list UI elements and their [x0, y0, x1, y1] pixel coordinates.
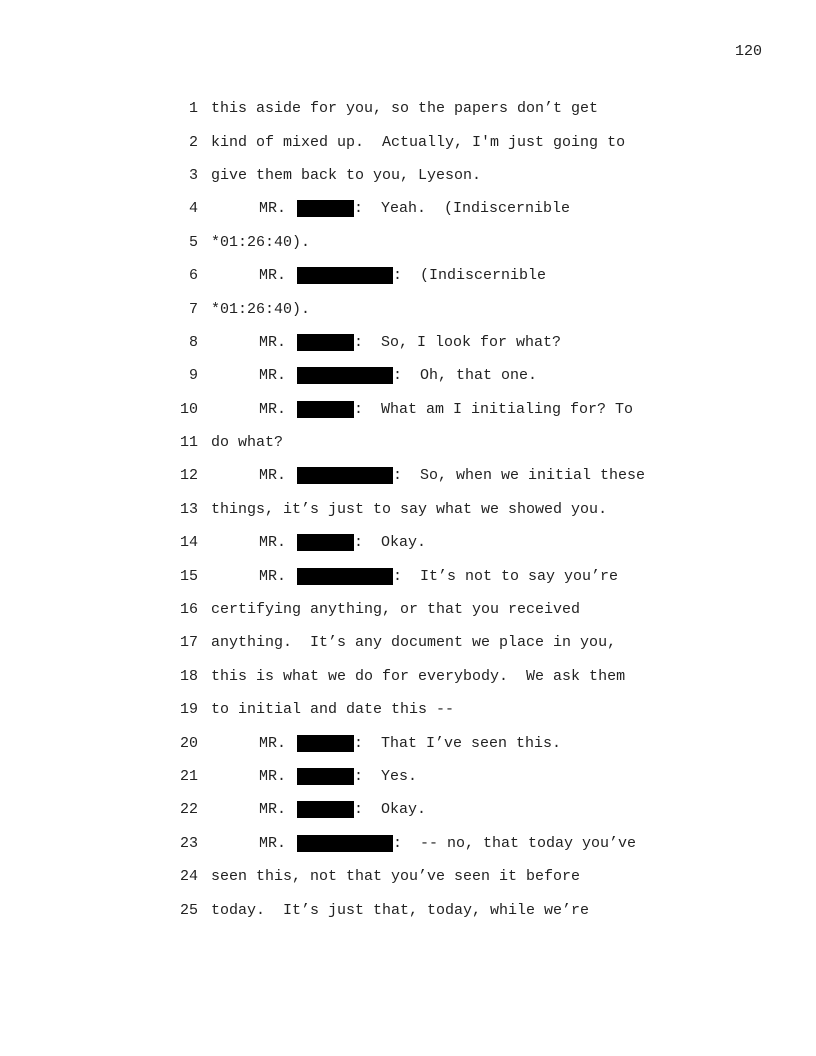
line-number: 11 [179, 434, 198, 452]
transcript-line [168, 626, 788, 659]
line-number: 23 [179, 834, 198, 852]
transcript-line [168, 793, 788, 826]
transcript-line [168, 226, 788, 259]
line-number: 25 [179, 901, 198, 919]
line-text: MR. : What am I initialing for? To [259, 400, 634, 418]
line-number: 20 [179, 734, 198, 752]
line-text: MR. : Oh, that one. [259, 367, 538, 385]
redaction-box [297, 200, 354, 217]
transcript-line [168, 693, 788, 726]
line-text: this aside for you, so the papers don’t get [211, 100, 599, 118]
transcript-line [168, 326, 788, 359]
transcript-line [168, 359, 788, 392]
speaker-label: MR. [259, 400, 287, 418]
line-number: 19 [179, 701, 198, 719]
transcript-line [168, 459, 788, 492]
speaker-label: MR. [259, 834, 287, 852]
redaction-box [297, 367, 393, 384]
line-text: MR. : Yes. [259, 768, 418, 785]
transcript-line [168, 760, 788, 793]
line-number: 17 [179, 634, 198, 652]
line-number: 2 [188, 133, 198, 151]
line-number: 7 [188, 300, 198, 318]
line-text: MR. : Okay. [259, 534, 427, 552]
redaction-box [297, 267, 393, 284]
speaker-label: MR. [259, 467, 287, 485]
transcript-line [168, 159, 788, 192]
transcript-line [168, 660, 788, 693]
transcript-line [168, 559, 788, 592]
line-number: 5 [188, 233, 198, 251]
line-number: 6 [188, 267, 198, 285]
redaction-box [297, 568, 393, 585]
speaker-label: MR. [259, 801, 287, 819]
line-text: this is what we do for everybody. We ask them [211, 667, 626, 685]
line-number: 18 [179, 667, 198, 685]
line-text: give them back to you, Lyeson. [211, 166, 482, 184]
transcript-line [168, 893, 788, 926]
transcript-line [168, 92, 788, 125]
transcript-line [168, 526, 788, 559]
transcript-line [168, 125, 788, 158]
speaker-label: MR. [259, 734, 287, 752]
transcript-line [168, 426, 788, 459]
line-number: 1 [188, 100, 198, 118]
line-number: 8 [188, 333, 198, 351]
line-text: MR. : It’s not to say you’re [259, 567, 619, 585]
line-text: seen this, not that you’ve seen it before [211, 868, 581, 886]
line-number: 13 [179, 500, 198, 518]
line-number: 21 [179, 768, 198, 785]
line-number: 4 [188, 200, 198, 218]
redaction-box [297, 534, 354, 551]
speaker-label: MR. [259, 333, 287, 351]
transcript-line [168, 259, 788, 292]
transcript-line [168, 593, 788, 626]
line-number: 16 [179, 601, 198, 619]
redaction-box [297, 835, 393, 852]
transcript-line [168, 493, 788, 526]
line-number: 10 [179, 400, 198, 418]
line-text: anything. It’s any document we place in you, [211, 634, 617, 652]
speaker-label: MR. [259, 367, 287, 385]
line-text: certifying anything, or that you received [211, 601, 581, 619]
redaction-box [297, 801, 354, 818]
line-number: 15 [179, 567, 198, 585]
transcript-line [168, 292, 788, 325]
line-text: *01:26:40). [211, 300, 311, 318]
speaker-label: MR. [259, 267, 287, 285]
line-number: 9 [188, 367, 198, 385]
speaker-label: MR. [259, 534, 287, 552]
transcript-line [168, 192, 788, 225]
line-text: to initial and date this -- [211, 701, 455, 719]
line-text: MR. : (Indiscernible [259, 267, 547, 285]
line-text: kind of mixed up. Actually, I'm just going to [211, 133, 626, 151]
line-number: 12 [179, 467, 198, 485]
line-text: do what? [211, 434, 284, 452]
speaker-label: MR. [259, 567, 287, 585]
line-text: MR. : Okay. [259, 801, 427, 819]
line-text: things, it’s just to say what we showed you. [211, 500, 608, 518]
page-number: 120 [734, 43, 762, 60]
line-text: MR. : That I’ve seen this. [259, 734, 562, 752]
speaker-label: MR. [259, 768, 287, 785]
transcript-lines [168, 92, 788, 927]
line-text: *01:26:40). [211, 233, 311, 251]
line-number: 3 [188, 166, 198, 184]
line-number: 24 [179, 868, 198, 886]
line-text: MR. : So, I look for what? [259, 333, 562, 351]
redaction-box [297, 334, 354, 351]
transcript-line [168, 827, 788, 860]
redaction-box [297, 735, 354, 752]
redaction-box [297, 768, 354, 785]
speaker-label: MR. [259, 200, 287, 218]
transcript-line [168, 860, 788, 893]
line-text: MR. : -- no, that today you’ve [259, 834, 637, 852]
redaction-box [297, 467, 393, 484]
line-number: 14 [179, 534, 198, 552]
line-text: today. It’s just that, today, while we’re [211, 901, 590, 919]
transcript-line [168, 393, 788, 426]
transcript-line [168, 726, 788, 759]
line-text: MR. : So, when we initial these [259, 467, 646, 485]
line-text: MR. : Yeah. (Indiscernible [259, 200, 571, 218]
redaction-box [297, 401, 354, 418]
line-number: 22 [179, 801, 198, 819]
